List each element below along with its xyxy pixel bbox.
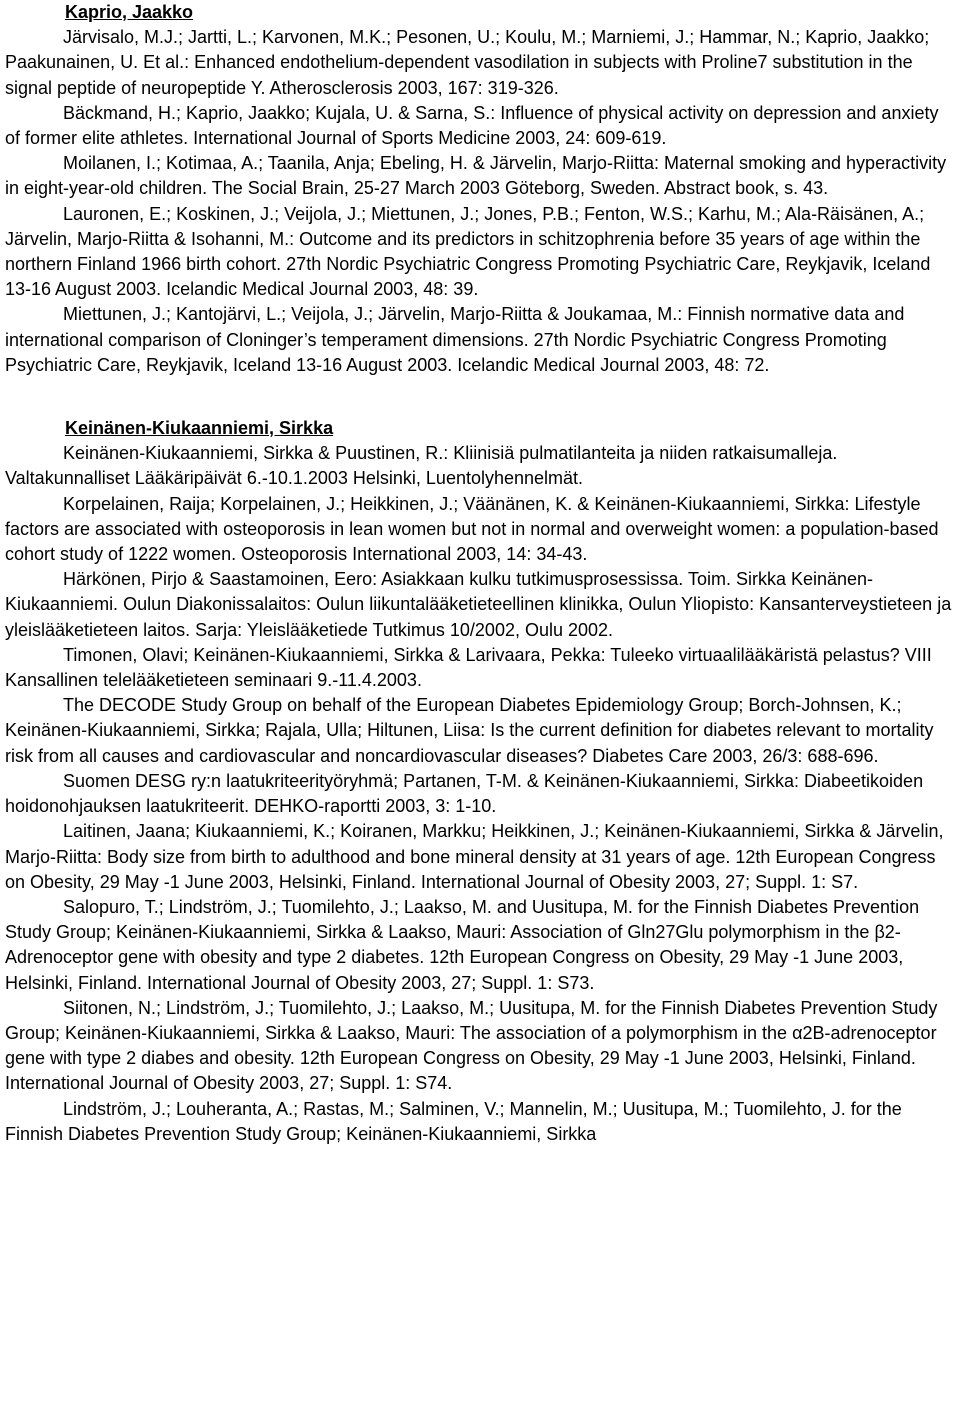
section-heading: Keinänen-Kiukaanniemi, Sirkka [65, 418, 334, 439]
bibliography-entry: Lauronen, E.; Koskinen, J.; Veijola, J.; Miettunen, J.; Jones, P.B.; Fenton, W.S.; Karhu, M.; Ala-Räisänen, A.; Järvelin, Marjo-Riitta & Isohanni, M.: Outcome and its predictors in schitzophrenia before 35 years of age within the northern Finland 1966 birth cohort. 27th Nordic Psychiatric Congress Promoting Psychiatric Care, Reykjavik, Iceland 13-16 August 2003. Icelandic Medical Journal 2003, 48: 39. [5, 203, 931, 300]
bibliography-entry: Salopuro, T.; Lindström, J.; Tuomilehto, J.; Laakso, M. and Uusitupa, M. for the Finnish Diabetes Prevention Study Group; Keinänen-Kiukaanniemi, Sirkka & Laakso, Mauri: Association of Gln27Glu polymorphism in the β2-Adrenoceptor gene with obesity and type 2 diabetes. 12th European Congress on Obesity, 29 May -1 June 2003, Helsinki, Finland. International Journal of Obesity 2003, 27; Suppl. 1: S73. [5, 896, 920, 993]
section-kaprio [5, 0, 955, 378]
bibliography-entry: Moilanen, I.; Kotimaa, A.; Taanila, Anja; Ebeling, H. & Järvelin, Marjo-Riitta: Maternal smoking and hyperactivity in eight-year-old children. The Social Brain, 25-27 March 2003 Göteborg, Sweden. Abstract book, s. 43. [5, 153, 947, 199]
section-keinanen-kiukaanniemi [5, 416, 955, 1147]
bibliography-entry: Timonen, Olavi; Keinänen-Kiukaanniemi, Sirkka & Larivaara, Pekka: Tuleeko virtuaalilääkäristä pelastus? VIII Kansallinen telelääketieteen seminaari 9.-11.4.2003. [5, 644, 932, 691]
bibliography-entry: Suomen DESG ry:n laatukriteerityöryhmä; Partanen, T-M. & Keinänen-Kiukaanniemi, Sirkka: Diabeetikoiden hoidonohjauksen laatukriteerit. DEHKO-raportti 2003, 3: 1-10. [5, 770, 924, 817]
bibliography-entry: Härkönen, Pirjo & Saastamoinen, Eero: Asiakkaan kulku tutkimusprosessissa. Toim. Sirkka Keinänen-Kiukaanniemi. Oulun Diakonissalaitos: Oulun liikuntalääketieteellinen klinikka, Oulun Yliopisto: Kansanterveystieteen ja yleislääketieteen laitos. Sarja: Yleislääketiede Tutkimus 10/2002, Oulu 2002. [5, 569, 952, 640]
bibliography-entry: Bäckmand, H.; Kaprio, Jaakko; Kujala, U. & Sarna, S.: Influence of physical activity on depression and anxiety of former elite athletes. International Journal of Sports Medicine 2003, 24: 609-619. [5, 102, 939, 149]
section-heading: Kaprio, Jaakko [65, 2, 194, 22]
bibliography-entry: Siitonen, N.; Lindström, J.; Tuomilehto, J.; Laakso, M.; Uusitupa, M. for the Finnish Diabetes Prevention Study Group; Keinänen-Kiukaanniemi, Sirkka & Laakso, Mauri: The association of a polymorphism in the α2B-adrenoceptor gene with type 2 diabes and obesity. 12th European Congress on Obesity, 29 May -1 June 2003, Helsinki, Finland. International Journal of Obesity 2003, 27; Suppl. 1: S74. [5, 997, 938, 1094]
bibliography-entry: Keinänen-Kiukaanniemi, Sirkka & Puustinen, R.: Kliinisiä pulmatilanteita ja niiden ratkaisumalleja. Valtakunnalliset Lääkäripäivät 6.-10.1.2003 Helsinki, Luentolyhennelmät. [5, 443, 838, 489]
bibliography-entry: Korpelainen, Raija; Korpelainen, J.; Heikkinen, J.; Väänänen, K. & Keinänen-Kiukaanniemi, Sirkka: Lifestyle factors are associated with osteoporosis in lean women but not in normal and overweight women: a population-based cohort study of 1222 women. Osteoporosis International 2003, 14: 34-43. [5, 493, 939, 565]
bibliography-entry: Miettunen, J.; Kantojärvi, L.; Veijola, J.; Järvelin, Marjo-Riitta & Joukamaa, M.: Finnish normative data and international comparison of Cloninger’s temperament dimensions. 27th Nordic Psychiatric Congress Promoting Psychiatric Care, Reykjavik, Iceland 13-16 August 2003. Icelandic Medical Journal 2003, 48: 72. [5, 304, 905, 375]
bibliography-entry: Laitinen, Jaana; Kiukaanniemi, K.; Koiranen, Markku; Heikkinen, J.; Keinänen-Kiukaanniemi, Sirkka & Järvelin, Marjo-Riitta: Body size from birth to adulthood and bone mineral density at 31 years of age. 12th European Congress on Obesity, 29 May -1 June 2003, Helsinki, Finland. International Journal of Obesity 2003, 27; Suppl. 1: S7. [5, 821, 944, 892]
bibliography-entry: Järvisalo, M.J.; Jartti, L.; Karvonen, M.K.; Pesonen, U.; Koulu, M.; Marniemi, J.; Hammar, N.; Kaprio, Jaakko; Paakunainen, U. Et al.: Enhanced endothelium-dependent vasodilation in subjects with Proline7 substitution in the signal peptide of neuropeptide Y. Atherosclerosis 2003, 167: 319-326. [5, 27, 930, 98]
bibliography-entry: The DECODE Study Group on behalf of the European Diabetes Epidemiology Group; Borch-Johnsen, K.; Keinänen-Kiukaanniemi, Sirkka; Rajala, Ulla; Hiltunen, Liisa: Is the current definition for diabetes relevant to mortality risk from all causes and cardiovascular and noncardiovascular diseases? Diabetes Care 2003, 26/3: 688-696. [5, 695, 934, 766]
bibliography-entry: Lindström, J.; Louheranta, A.; Rastas, M.; Salminen, V.; Mannelin, M.; Uusitupa, M.; Tuomilehto, J. for the Finnish Diabetes Prevention Study Group; Keinänen-Kiukaanniemi, Sirkka [5, 1098, 902, 1144]
